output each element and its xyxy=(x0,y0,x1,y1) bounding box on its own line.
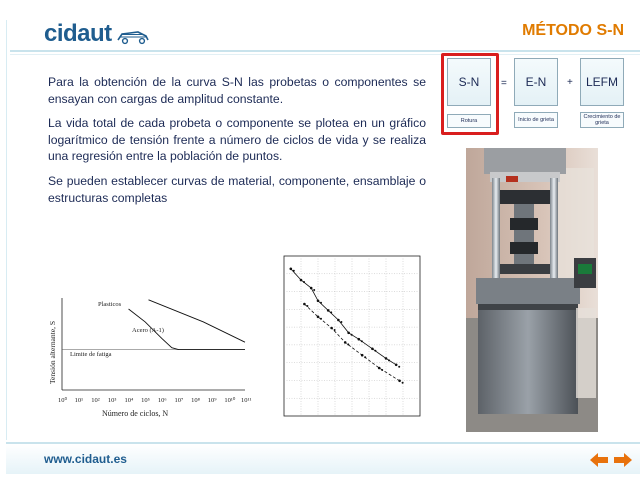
method-box-en: E-N xyxy=(514,58,558,106)
navigation-controls xyxy=(582,446,636,472)
header-divider-thin xyxy=(10,54,640,55)
paragraph-1: Para la obtención de la curva S-N las probetas o componentes se ensayan con cargas de amplitud constante. xyxy=(48,75,426,106)
method-box-lefm: LEFM xyxy=(580,58,624,106)
annotation-acero: Acero (A-1) xyxy=(132,327,164,334)
car-logo-icon xyxy=(116,26,150,46)
x-tick-label: 10¹¹ xyxy=(241,397,252,404)
annotation-limite-fatiga: Limite de fatiga xyxy=(70,351,112,358)
footer-url-link[interactable]: www.cidaut.es xyxy=(44,452,127,466)
left-divider xyxy=(6,20,7,440)
header-divider xyxy=(10,50,640,52)
cidaut-logo: cidaut xyxy=(44,20,112,47)
sn-curve-chart xyxy=(40,292,250,422)
plus-sign: + xyxy=(567,77,573,88)
x-tick-label: 10² xyxy=(91,397,100,404)
x-tick-label: 10⁶ xyxy=(157,397,167,404)
x-tick-label: 10³ xyxy=(107,397,117,404)
x-tick-label: 10⁹ xyxy=(207,397,217,404)
page-title: MÉTODO S-N xyxy=(522,22,624,39)
header xyxy=(0,0,640,56)
x-tick-label: 10⁸ xyxy=(191,397,200,404)
method-sub-lefm: Crecimiento de grieta xyxy=(580,112,624,128)
arrow-left-icon[interactable] xyxy=(588,450,610,470)
data-point xyxy=(306,305,308,307)
method-box-sn: S-N xyxy=(447,58,491,106)
sn-scatter-chart xyxy=(270,248,432,428)
y-axis-label: Tensión alternante, S xyxy=(48,321,57,384)
body-text xyxy=(48,74,426,214)
x-tick-label: 10⁴ xyxy=(124,397,134,404)
equals-sign: = xyxy=(501,78,507,89)
method-sub-sn: Rotura xyxy=(447,114,491,128)
paragraph-2: La vida total de cada probeta o componente se plotea en un gráfico logarítmico de tensión frente a número de ciclos de vida y se realiza una regresión entre la población de puntos. xyxy=(48,116,426,164)
arrow-right-icon[interactable] xyxy=(612,450,634,470)
selected-method-highlight xyxy=(441,53,499,135)
series-line xyxy=(149,300,245,342)
annotation-plasticos: Plasticos xyxy=(98,301,122,308)
regression-line xyxy=(291,269,396,365)
data-point xyxy=(402,382,404,384)
x-tick-label: 10¹⁰ xyxy=(224,397,236,404)
method-sub-en: Inicio de grieta xyxy=(514,112,558,128)
paragraph-3: Se pueden establecer curvas de material, componente, ensamblaje o estructuras completas xyxy=(48,173,426,205)
x-tick-label: 10¹ xyxy=(74,397,84,404)
testing-machine-photo xyxy=(466,148,598,432)
x-tick-label: 10⁷ xyxy=(174,397,184,404)
x-axis-label: Número de ciclos, N xyxy=(102,409,169,418)
data-point xyxy=(398,366,400,368)
x-tick-label: 10⁵ xyxy=(141,397,150,404)
data-point xyxy=(313,289,315,291)
x-tick-label: 10⁰ xyxy=(58,397,68,404)
